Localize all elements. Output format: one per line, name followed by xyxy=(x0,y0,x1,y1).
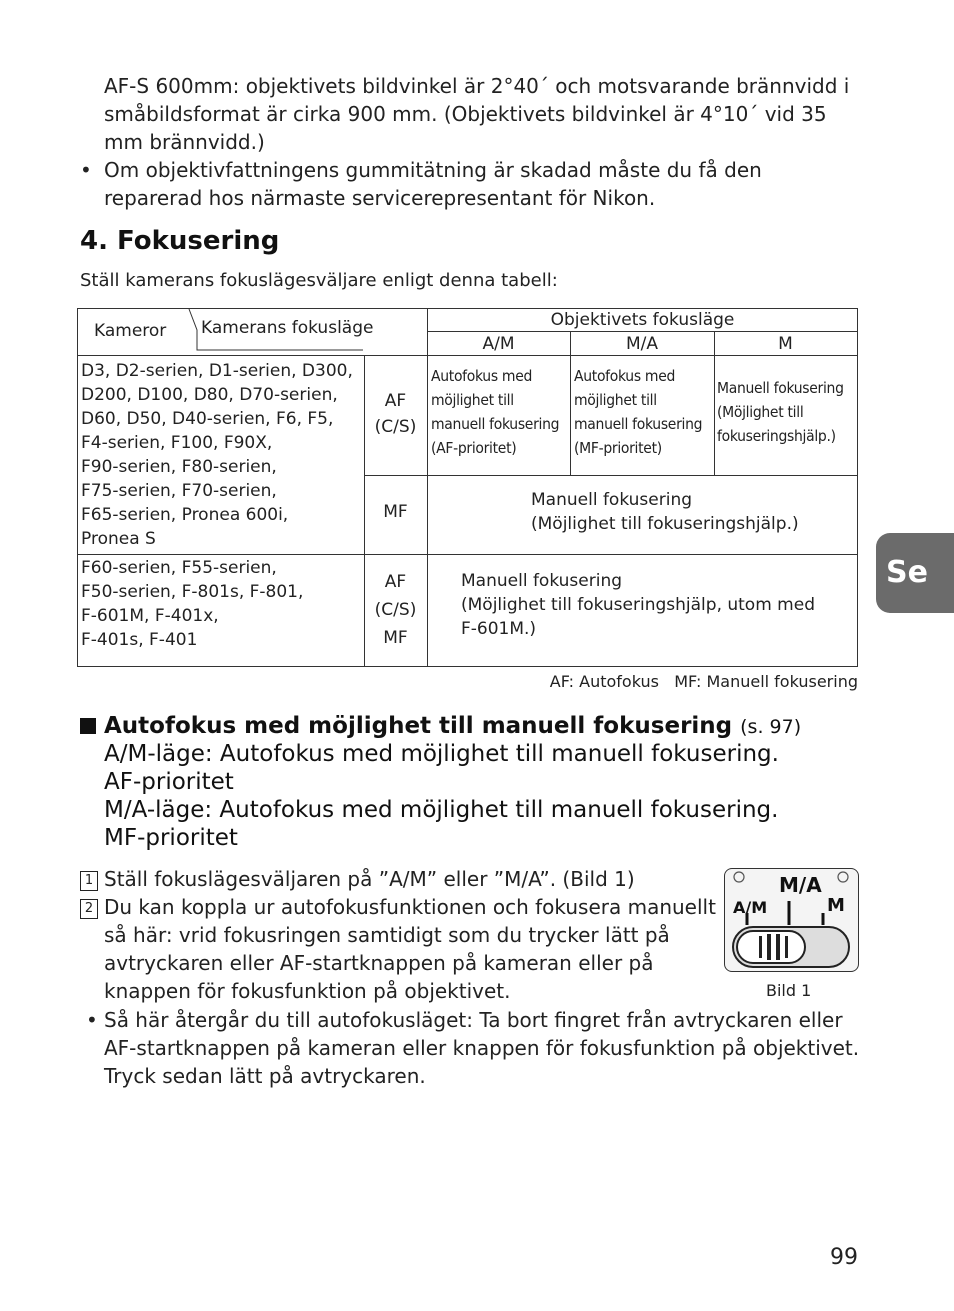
section-title: 4. Fokusering xyxy=(80,226,280,256)
step-number: 2 xyxy=(80,899,98,919)
note-bullet-text: Så här återgår du till autofokusläget: Ta bort fingret från avtryckaren eller AF-startknappen på kameran eller knappen för fokusfunktion på objektivet. Tryck sedan lätt på avtryckaren. xyxy=(104,1008,860,1088)
step-1: 1 Ställ fokuslägesväljaren på ”A/M” eller ”M/A”. (Bild 1) xyxy=(80,865,635,893)
af-am-cell: Autofokus med möjlighet till manuell fokusering (AF-prioritet) xyxy=(431,367,560,457)
bullet-text: Om objektivfattningens gummitätning är skadad måste du få den reparerad hos närmaste servicerepresentant för Nikon. xyxy=(104,158,762,210)
group2-cameras: F60-serien, F55-serien, F50-serien, F-801s, F-801, F-601M, F-401x, F-401s, F-401 xyxy=(81,558,304,650)
note-bullet-marker: • xyxy=(86,1008,98,1032)
header-mode-ma: M/A xyxy=(625,334,659,354)
af-mode-cell: AF (C/S) xyxy=(374,391,417,437)
section-intro: Ställ kamerans fokuslägesväljare enligt denna tabell: xyxy=(80,270,558,291)
step-number: 1 xyxy=(80,871,98,891)
mf-text-cell: Manuell fokusering (Möjlighet till fokuseringshjälp.) xyxy=(531,490,799,534)
mode-descriptions: A/M-läge: Autofokus med möjlighet till manuell fokusering. AF-prioritet M/A-läge: Autofokus med möjlighet till manuell fokusering. MF-prioritet xyxy=(104,741,779,851)
header-camera-focus-mode: Kamerans fokusläge xyxy=(201,318,374,338)
af-ma-cell: Autofokus med möjlighet till manuell fokusering (MF-prioritet) xyxy=(574,367,703,457)
figure-caption: Bild 1 xyxy=(766,981,812,1000)
header-cameras: Kameror xyxy=(94,321,167,341)
header-mode-am: A/M xyxy=(482,334,515,354)
step-2: 2 Du kan koppla ur autofokusfunktionen och fokusera manuellt xyxy=(80,893,716,921)
focus-switch-figure xyxy=(724,868,859,972)
group2-text: Manuell fokusering (Möjlighet till fokuseringshjälp, utom med F-601M.) xyxy=(461,571,815,639)
group2-modes: AF (C/S) MF xyxy=(374,572,417,648)
af-m-cell: Manuell fokusering (Möjlighet till fokuseringshjälp.) xyxy=(717,379,844,445)
label-ma: M/A xyxy=(779,873,822,897)
mf-mode-cell: MF xyxy=(383,502,408,522)
header-mode-m: M xyxy=(778,334,793,354)
intro-paragraph: AF-S 600mm: objektivets bildvinkel är 2°40´ och motsvarande brännvidd i småbildsformat är cirka 900 mm. (Objektivets bildvinkel är 4°10´ vid 35 mm brännvidd.) xyxy=(104,74,850,154)
header-lens-focus-mode: Objektivets fokusläge xyxy=(550,310,735,330)
step-2-continued: så här: vrid fokusringen samtidigt som du trycker lätt på avtryckaren eller AF-startknappen på kameran eller på knappen för fokusfunktion på objektivet. xyxy=(104,923,670,1003)
focus-mode-table xyxy=(77,308,858,667)
label-m: M xyxy=(827,895,845,916)
bullet-marker: • xyxy=(80,158,92,182)
label-am: A/M xyxy=(733,898,768,917)
page-number: 99 xyxy=(830,1245,858,1270)
group1-cameras: D3, D2-serien, D1-serien, D300, D200, D100, D80, D70-serien, D60, D50, D40-serien, F6, F5, F4-serien, F100, F90X, F90-serien, F80-serien, F75-serien, F70-serien, F65-serien, Pronea 600i, Pronea S xyxy=(81,361,353,549)
autofocus-heading: Autofokus med möjlighet till manuell fokusering (s. 97) xyxy=(80,712,801,741)
page-reference: (s. 97) xyxy=(740,716,802,738)
table-legend: AF: Autofokus MF: Manuell fokusering xyxy=(549,672,858,691)
language-tab: Se xyxy=(876,533,954,613)
square-bullet-icon xyxy=(80,718,96,734)
